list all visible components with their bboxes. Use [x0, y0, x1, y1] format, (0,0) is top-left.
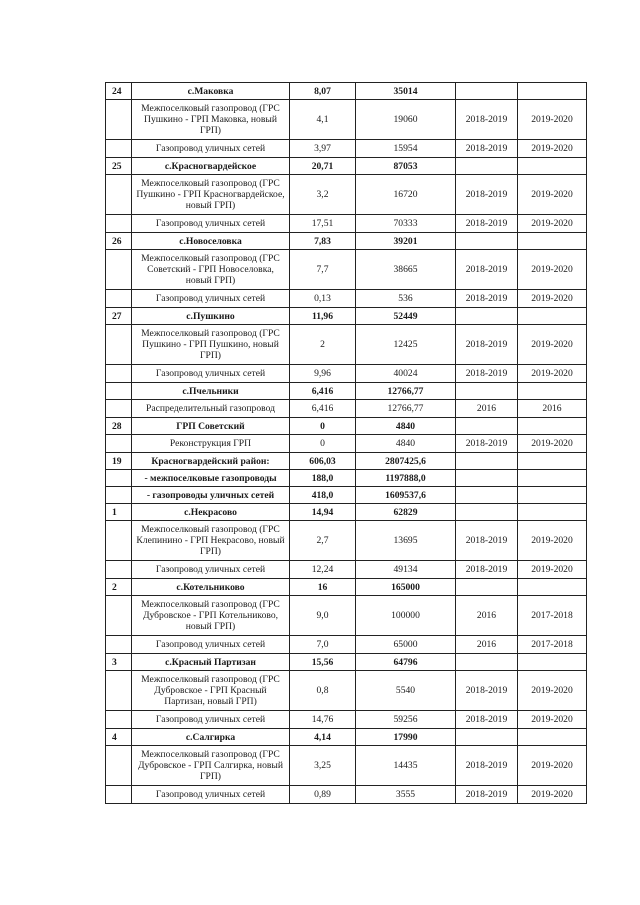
pipeline-length: 3,97 [290, 140, 356, 158]
table-row [106, 729, 587, 746]
pipeline-length: 17,51 [290, 215, 356, 233]
pipeline-length: 7,7 [290, 250, 356, 290]
cost-value: 40024 [356, 365, 456, 383]
row-number [106, 671, 132, 711]
row-number [106, 140, 132, 158]
row-number [106, 561, 132, 579]
row-number [106, 435, 132, 453]
construction-period: 2018-2019 [456, 140, 518, 158]
pipeline-length: 3,25 [290, 746, 356, 786]
table-row [106, 636, 587, 654]
table-row [106, 400, 587, 418]
commissioning-period: 2019-2020 [518, 100, 587, 140]
construction-period [456, 418, 518, 435]
object-name: Межпоселковый газопровод (ГРС Дубровское - ГРП Красный Партизан, новый ГРП) [132, 671, 290, 711]
table-row [106, 290, 587, 308]
cost-value: 1197888,0 [356, 470, 456, 487]
construction-period [456, 383, 518, 400]
pipeline-length: 2,7 [290, 521, 356, 561]
row-number [106, 400, 132, 418]
table-row [106, 470, 587, 487]
commissioning-period: 2019-2020 [518, 435, 587, 453]
construction-period: 2016 [456, 596, 518, 636]
pipeline-length: 0,13 [290, 290, 356, 308]
construction-period: 2018-2019 [456, 671, 518, 711]
construction-period [456, 453, 518, 470]
pipeline-length: 6,416 [290, 400, 356, 418]
pipeline-length: 4,1 [290, 100, 356, 140]
object-name: с.Пчельники [132, 383, 290, 400]
row-number [106, 636, 132, 654]
table-row [106, 487, 587, 504]
object-name: Распределительный газопровод [132, 400, 290, 418]
pipeline-length: 0 [290, 418, 356, 435]
row-number [106, 175, 132, 215]
object-name: Реконструкция ГРП [132, 435, 290, 453]
table-row [106, 711, 587, 729]
pipeline-length: 11,96 [290, 308, 356, 325]
cost-value: 19060 [356, 100, 456, 140]
pipeline-length: 12,24 [290, 561, 356, 579]
table-row [106, 596, 587, 636]
cost-value: 62829 [356, 504, 456, 521]
object-name: Газопровод уличных сетей [132, 636, 290, 654]
cost-value: 12766,77 [356, 383, 456, 400]
construction-period: 2018-2019 [456, 435, 518, 453]
object-name: ГРП Советский [132, 418, 290, 435]
table-row [106, 365, 587, 383]
object-name: Межпоселковый газопровод (ГРС Дубровское - ГРП Котельниково, новый ГРП) [132, 596, 290, 636]
construction-period: 2018-2019 [456, 786, 518, 804]
row-number: 2 [106, 579, 132, 596]
commissioning-period: 2019-2020 [518, 365, 587, 383]
commissioning-period [518, 654, 587, 671]
commissioning-period [518, 233, 587, 250]
commissioning-period: 2016 [518, 400, 587, 418]
table-row [106, 504, 587, 521]
row-number [106, 325, 132, 365]
construction-period [456, 470, 518, 487]
commissioning-period [518, 383, 587, 400]
construction-period: 2018-2019 [456, 561, 518, 579]
row-number: 28 [106, 418, 132, 435]
pipeline-length: 20,71 [290, 158, 356, 175]
row-number: 3 [106, 654, 132, 671]
commissioning-period [518, 504, 587, 521]
table-row [106, 158, 587, 175]
table-row [106, 308, 587, 325]
row-number [106, 521, 132, 561]
row-number [106, 711, 132, 729]
commissioning-period [518, 453, 587, 470]
object-name: - межпоселковые газопроводы [132, 470, 290, 487]
commissioning-period [518, 729, 587, 746]
cost-value: 65000 [356, 636, 456, 654]
pipeline-length: 2 [290, 325, 356, 365]
construction-period [456, 233, 518, 250]
construction-period [456, 579, 518, 596]
cost-value: 87053 [356, 158, 456, 175]
document-page [105, 82, 587, 804]
commissioning-period: 2019-2020 [518, 140, 587, 158]
row-number: 19 [106, 453, 132, 470]
object-name: Газопровод уличных сетей [132, 561, 290, 579]
row-number [106, 215, 132, 233]
pipeline-length: 14,94 [290, 504, 356, 521]
table-row [106, 786, 587, 804]
object-name: Газопровод уличных сетей [132, 786, 290, 804]
table-row [106, 215, 587, 233]
pipeline-length: 188,0 [290, 470, 356, 487]
row-number [106, 250, 132, 290]
row-number [106, 383, 132, 400]
row-number: 26 [106, 233, 132, 250]
cost-value: 14435 [356, 746, 456, 786]
pipeline-length: 9,96 [290, 365, 356, 383]
object-name: Газопровод уличных сетей [132, 140, 290, 158]
commissioning-period: 2019-2020 [518, 290, 587, 308]
cost-value: 5540 [356, 671, 456, 711]
pipeline-length: 6,416 [290, 383, 356, 400]
cost-value: 52449 [356, 308, 456, 325]
table-row [106, 83, 587, 100]
construction-period: 2018-2019 [456, 175, 518, 215]
construction-period [456, 158, 518, 175]
object-name: Межпоселковый газопровод (ГРС Пушкино - ГРП Красногвардейское, новый ГРП) [132, 175, 290, 215]
commissioning-period: 2019-2020 [518, 325, 587, 365]
table-row [106, 325, 587, 365]
construction-period [456, 654, 518, 671]
object-name: с.Пушкино [132, 308, 290, 325]
cost-value: 59256 [356, 711, 456, 729]
construction-period: 2018-2019 [456, 365, 518, 383]
object-name: Межпоселковый газопровод (ГРС Дубровское - ГРП Салгирка, новый ГРП) [132, 746, 290, 786]
row-number [106, 100, 132, 140]
construction-period: 2018-2019 [456, 746, 518, 786]
table-body [106, 83, 587, 804]
pipeline-length: 0,89 [290, 786, 356, 804]
table-row [106, 233, 587, 250]
pipeline-length: 9,0 [290, 596, 356, 636]
cost-value: 35014 [356, 83, 456, 100]
cost-value: 12766,77 [356, 400, 456, 418]
cost-value: 165000 [356, 579, 456, 596]
commissioning-period [518, 470, 587, 487]
construction-period: 2018-2019 [456, 521, 518, 561]
row-number: 4 [106, 729, 132, 746]
object-name: с.Новоселовка [132, 233, 290, 250]
commissioning-period: 2019-2020 [518, 215, 587, 233]
pipeline-length: 418,0 [290, 487, 356, 504]
commissioning-period [518, 418, 587, 435]
row-number: 27 [106, 308, 132, 325]
commissioning-period [518, 158, 587, 175]
object-name: Межпоселковый газопровод (ГРС Клепинино - ГРП Некрасово, новый ГРП) [132, 521, 290, 561]
table-row [106, 418, 587, 435]
pipeline-length: 7,83 [290, 233, 356, 250]
pipeline-length: 4,14 [290, 729, 356, 746]
pipeline-length: 606,03 [290, 453, 356, 470]
row-number [106, 596, 132, 636]
cost-value: 3555 [356, 786, 456, 804]
commissioning-period [518, 487, 587, 504]
commissioning-period [518, 308, 587, 325]
commissioning-period: 2019-2020 [518, 175, 587, 215]
construction-period [456, 83, 518, 100]
cost-value: 4840 [356, 418, 456, 435]
cost-value: 13695 [356, 521, 456, 561]
commissioning-period: 2019-2020 [518, 746, 587, 786]
row-number [106, 290, 132, 308]
object-name: Газопровод уличных сетей [132, 711, 290, 729]
cost-value: 12425 [356, 325, 456, 365]
table-row [106, 521, 587, 561]
construction-period: 2016 [456, 400, 518, 418]
construction-period: 2018-2019 [456, 100, 518, 140]
pipeline-length: 16 [290, 579, 356, 596]
row-number: 1 [106, 504, 132, 521]
table-row [106, 175, 587, 215]
cost-value: 1609537,6 [356, 487, 456, 504]
table-row [106, 140, 587, 158]
row-number [106, 365, 132, 383]
construction-period [456, 729, 518, 746]
table-row [106, 561, 587, 579]
commissioning-period: 2019-2020 [518, 711, 587, 729]
commissioning-period: 2019-2020 [518, 250, 587, 290]
cost-value: 536 [356, 290, 456, 308]
commissioning-period: 2019-2020 [518, 561, 587, 579]
construction-period: 2018-2019 [456, 290, 518, 308]
construction-period: 2018-2019 [456, 250, 518, 290]
table-row [106, 671, 587, 711]
construction-period: 2018-2019 [456, 711, 518, 729]
pipeline-length: 15,56 [290, 654, 356, 671]
object-name: Газопровод уличных сетей [132, 215, 290, 233]
construction-period: 2016 [456, 636, 518, 654]
row-number: 25 [106, 158, 132, 175]
object-name: с.Красный Партизан [132, 654, 290, 671]
commissioning-period: 2017-2018 [518, 596, 587, 636]
row-number: 24 [106, 83, 132, 100]
commissioning-period: 2017-2018 [518, 636, 587, 654]
row-number [106, 786, 132, 804]
cost-value: 70333 [356, 215, 456, 233]
table-row [106, 579, 587, 596]
cost-value: 16720 [356, 175, 456, 215]
construction-period: 2018-2019 [456, 325, 518, 365]
pipeline-length: 0 [290, 435, 356, 453]
table-row [106, 654, 587, 671]
pipeline-length: 7,0 [290, 636, 356, 654]
object-name: с.Красногвардейское [132, 158, 290, 175]
cost-value: 15954 [356, 140, 456, 158]
cost-value: 39201 [356, 233, 456, 250]
commissioning-period: 2019-2020 [518, 671, 587, 711]
object-name: с.Салгирка [132, 729, 290, 746]
commissioning-period: 2019-2020 [518, 521, 587, 561]
row-number [106, 746, 132, 786]
row-number [106, 487, 132, 504]
object-name: Газопровод уличных сетей [132, 290, 290, 308]
object-name: с.Котельниково [132, 579, 290, 596]
cost-value: 38665 [356, 250, 456, 290]
pipeline-length: 0,8 [290, 671, 356, 711]
cost-value: 100000 [356, 596, 456, 636]
cost-value: 17990 [356, 729, 456, 746]
table-row [106, 453, 587, 470]
table-row [106, 383, 587, 400]
construction-period: 2018-2019 [456, 215, 518, 233]
row-number [106, 470, 132, 487]
gas-pipeline-table [105, 82, 587, 804]
object-name: - газопроводы уличных сетей [132, 487, 290, 504]
object-name: Межпоселковый газопровод (ГРС Советский - ГРП Новоселовка, новый ГРП) [132, 250, 290, 290]
object-name: с.Маковка [132, 83, 290, 100]
commissioning-period [518, 83, 587, 100]
object-name: Газопровод уличных сетей [132, 365, 290, 383]
pipeline-length: 8,07 [290, 83, 356, 100]
object-name: с.Некрасово [132, 504, 290, 521]
pipeline-length: 3,2 [290, 175, 356, 215]
cost-value: 2807425,6 [356, 453, 456, 470]
cost-value: 4840 [356, 435, 456, 453]
commissioning-period [518, 579, 587, 596]
construction-period [456, 308, 518, 325]
construction-period [456, 504, 518, 521]
construction-period [456, 487, 518, 504]
cost-value: 49134 [356, 561, 456, 579]
object-name: Межпоселковый газопровод (ГРС Пушкино - ГРП Маковка, новый ГРП) [132, 100, 290, 140]
table-row [106, 250, 587, 290]
table-row [106, 100, 587, 140]
object-name: Красногвардейский район: [132, 453, 290, 470]
table-row [106, 746, 587, 786]
table-row [106, 435, 587, 453]
object-name: Межпоселковый газопровод (ГРС Пушкино - ГРП Пушкино, новый ГРП) [132, 325, 290, 365]
cost-value: 64796 [356, 654, 456, 671]
commissioning-period: 2019-2020 [518, 786, 587, 804]
pipeline-length: 14,76 [290, 711, 356, 729]
